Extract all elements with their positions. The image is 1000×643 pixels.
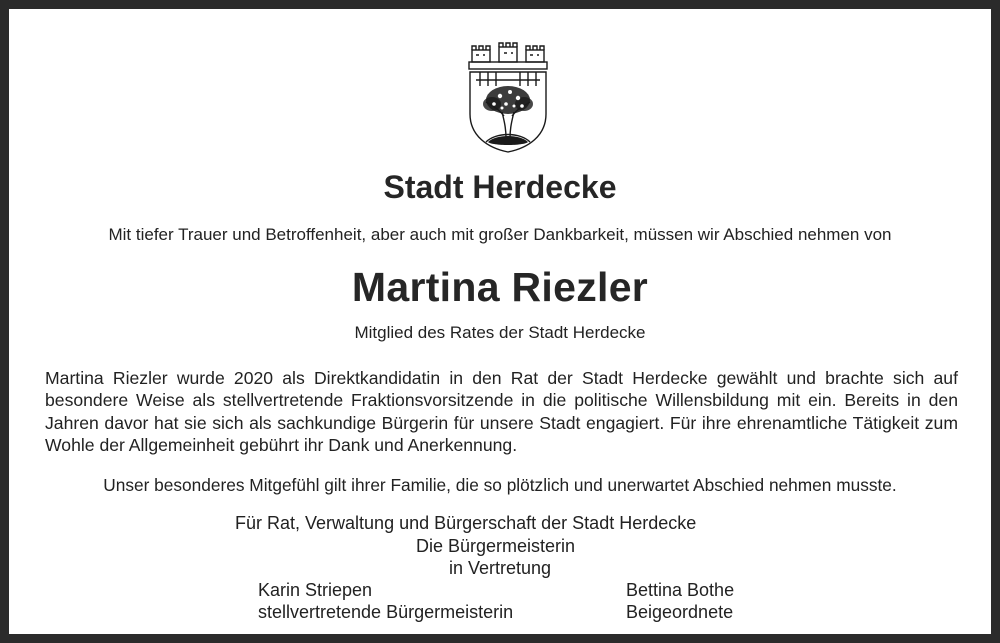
left-signatory-title: stellvertretende Bürgermeisterin [258, 602, 514, 622]
deceased-role: Mitglied des Rates der Stadt Herdecke [354, 323, 646, 342]
biography-paragraph: Martina Riezler wurde 2020 als Direktkandidatin in den Rat der Stadt Herdecke gewählt und brachte sich auf besondere Weise als stellvertretende Fraktionsvorsitzende in die politische Willensbildung mit ein. Bereits in den Jahren davor hat sie sich als sachkundige Bürgerin für unsere Stadt engagiert. Für ihre ehrenamtliche Tätigkeit zum Wohle der Allgemeinheit gebührt ihr Dank und Anerkennung. [45, 368, 958, 455]
left-signatory-name: Karin Striepen [258, 580, 373, 600]
office-line: Die Bürgermeisterin [416, 536, 576, 556]
right-signatory-title: Beigeordnete [626, 602, 734, 622]
city-heading: Stadt Herdecke [383, 169, 617, 205]
deceased-name: Martina Riezler [351, 264, 649, 310]
intro-text: Mit tiefer Trauer und Betroffenheit, aber auch mit großer Dankbarkeit, müssen wir Abschied nehmen von [108, 225, 892, 244]
deputy-line: in Vertretung [449, 558, 552, 578]
herdecke-coat-of-arms-icon [466, 42, 550, 154]
on-behalf-line: Für Rat, Verwaltung und Bürgerschaft der Stadt Herdecke [235, 513, 697, 533]
right-signatory-name: Bettina Bothe [626, 580, 735, 600]
sympathy-text: Unser besonderes Mitgefühl gilt ihrer Familie, die so plötzlich und unerwartet Abschied nehmen musste. [103, 475, 897, 495]
